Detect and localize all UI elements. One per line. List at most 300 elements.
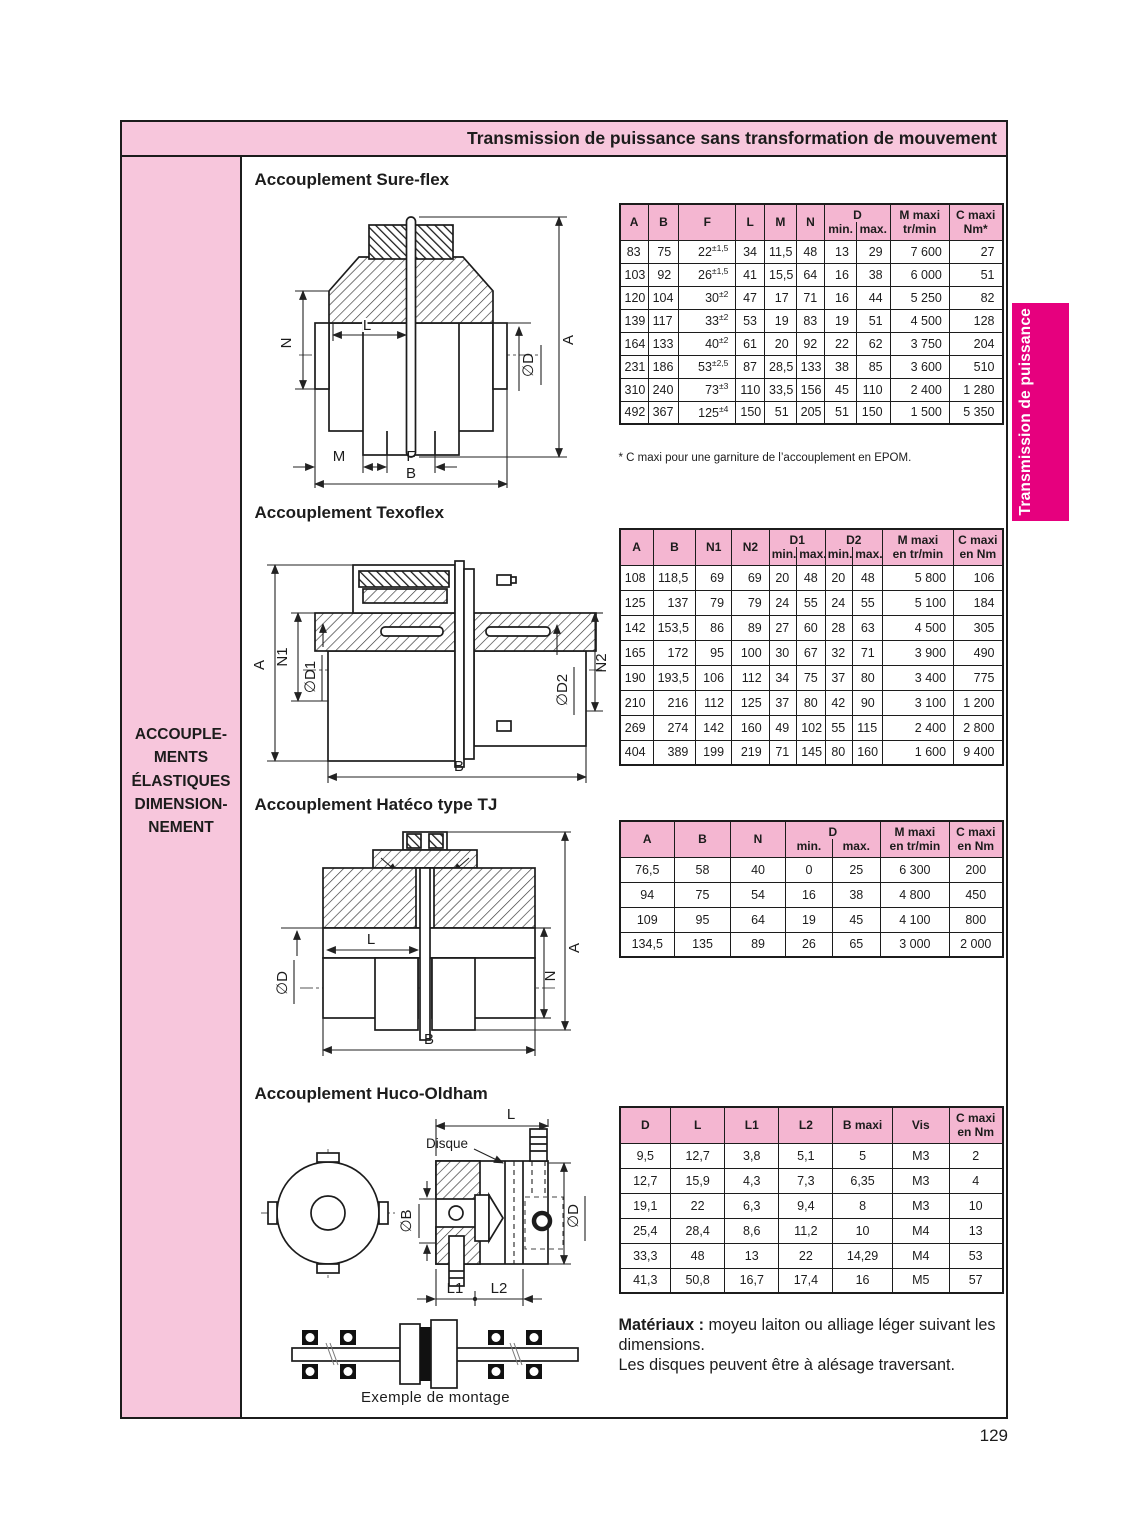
table-cell: 22 (779, 1243, 833, 1268)
materials-note (619, 1315, 1011, 1375)
table-cell: 6 300 (880, 857, 949, 882)
table-cell: 55 (825, 715, 853, 740)
table-row (620, 565, 1003, 590)
col-header: max. (797, 547, 826, 565)
dim-label-n1: N1 (273, 647, 291, 667)
table-cell: 55 (853, 590, 883, 615)
table-row (620, 882, 1003, 907)
hateco-table-head (620, 821, 1003, 857)
table-cell: 20 (765, 332, 797, 355)
table-cell: 38 (856, 263, 890, 286)
col-header: min. (825, 547, 853, 565)
table-cell: 25,4 (620, 1218, 671, 1243)
table-cell: 4 800 (880, 882, 949, 907)
col-header: N (796, 204, 825, 240)
table-cell: 118,5 (653, 565, 696, 590)
table-cell: 142 (696, 715, 732, 740)
table-cell: 3 600 (890, 355, 949, 378)
table-cell: 112 (696, 690, 732, 715)
table-cell: 13 (825, 240, 857, 263)
table-cell: 3 400 (882, 665, 953, 690)
table-cell: 184 (954, 590, 1003, 615)
table-cell: 8,6 (725, 1218, 779, 1243)
table-cell: $73^{\pm 3}$ (679, 378, 736, 401)
table-cell: 47 (736, 286, 765, 309)
table-cell: 57 (949, 1268, 1002, 1293)
col-header-group: D (786, 821, 881, 839)
table-cell: 87 (736, 355, 765, 378)
section-title-huco: Accouplement Huco-Oldham (254, 1084, 488, 1103)
table-cell: 269 (620, 715, 654, 740)
table-cell: 137 (653, 590, 696, 615)
table-row (620, 1168, 1003, 1193)
table-cell: 16 (825, 286, 857, 309)
table-cell: 61 (736, 332, 765, 355)
table-cell: M3 (892, 1193, 949, 1218)
page-header-title: Transmission de puissance sans transformation de mouvement (466, 128, 997, 148)
disque-annotation: Disque (425, 1136, 468, 1151)
table-cell: 38 (832, 882, 880, 907)
table-cell: 19 (765, 309, 797, 332)
table-cell: 190 (620, 665, 654, 690)
col-header-group: D (825, 204, 890, 222)
montage-example-drawing (290, 1315, 580, 1393)
table-cell: 200 (949, 857, 1002, 882)
col-header: C maxi en Nm (954, 529, 1003, 565)
table-cell: 64 (796, 263, 825, 286)
table-row (620, 1218, 1003, 1243)
dim-label-n2: N2 (592, 653, 610, 673)
table-cell: 3 000 (880, 932, 949, 957)
table-cell: 65 (832, 932, 880, 957)
table-cell: 51 (856, 309, 890, 332)
col-header: L2 (779, 1107, 833, 1143)
table-cell: 510 (949, 355, 1002, 378)
table-cell: 75 (675, 882, 731, 907)
table-cell: 5 800 (882, 565, 953, 590)
table-cell: 4 (949, 1168, 1002, 1193)
col-header: N2 (732, 529, 770, 565)
table-row (620, 665, 1003, 690)
side-tab-label: Transmission de puissance (1017, 308, 1034, 516)
col-header: D (620, 1107, 671, 1143)
dim-label-l1: L1 (446, 1280, 463, 1297)
table-row (620, 740, 1003, 765)
col-header: M maxi en tr/min (880, 821, 949, 857)
table-row (620, 1268, 1003, 1293)
table-cell: 106 (696, 665, 732, 690)
dim-label-b: B (405, 465, 416, 482)
sureflex-table-head (620, 204, 1003, 240)
table-cell: 6,35 (833, 1168, 892, 1193)
texoflex-table-head (620, 529, 1003, 565)
materials-body: moyeu laiton ou alliage léger suivant les dimensions. (618, 1316, 996, 1355)
table-cell: 103 (620, 263, 649, 286)
table-cell: 145 (797, 740, 826, 765)
table-cell: $33^{\pm 2}$ (679, 309, 736, 332)
table-cell: 24 (825, 590, 853, 615)
dim-label-b: B (453, 758, 464, 775)
table-cell: 11,2 (779, 1218, 833, 1243)
sureflex-footnote: * C maxi pour une garniture de l’accouplement en EPOM. (618, 452, 912, 464)
dim-label-a: A (559, 334, 577, 346)
sureflex-table (619, 203, 1004, 425)
table-cell: 48 (853, 565, 883, 590)
dim-label-m: M (332, 448, 345, 465)
table-cell: 490 (954, 640, 1003, 665)
table-cell: 27 (949, 240, 1002, 263)
table-cell: 204 (949, 332, 1002, 355)
table-row (620, 286, 1003, 309)
table-cell: 22 (825, 332, 857, 355)
col-header: Vis (892, 1107, 949, 1143)
table-cell: 1 500 (890, 401, 949, 424)
table-cell: 51 (825, 401, 857, 424)
table-cell: 4,3 (725, 1168, 779, 1193)
table-cell: 22 (671, 1193, 725, 1218)
table-cell: 3,8 (725, 1143, 779, 1168)
col-header: C maxi en Nm (949, 821, 1002, 857)
table-cell: 7 600 (890, 240, 949, 263)
table-cell: 44 (856, 286, 890, 309)
table-row (620, 932, 1003, 957)
table-cell: 110 (856, 378, 890, 401)
col-header: L1 (725, 1107, 779, 1143)
table-cell: 28,5 (765, 355, 797, 378)
col-header: min. (825, 222, 857, 240)
table-cell: 240 (648, 378, 679, 401)
table-cell: 14,29 (833, 1243, 892, 1268)
table-cell: 1 280 (949, 378, 1002, 401)
table-cell: 62 (856, 332, 890, 355)
table-cell: 20 (825, 565, 853, 590)
table-cell: 12,7 (620, 1168, 671, 1193)
table-cell: 30 (769, 640, 797, 665)
col-header: A (620, 821, 675, 857)
table-row (620, 240, 1003, 263)
table-cell: M4 (892, 1243, 949, 1268)
table-cell: $40^{\pm 2}$ (679, 332, 736, 355)
table-cell: 156 (796, 378, 825, 401)
table-cell: 274 (653, 715, 696, 740)
table-cell: 492 (620, 401, 649, 424)
table-cell: 117 (648, 309, 679, 332)
table-cell: 133 (796, 355, 825, 378)
table-cell: 160 (732, 715, 770, 740)
table-cell: 12,7 (671, 1143, 725, 1168)
table-cell: 6,3 (725, 1193, 779, 1218)
table-cell: 134,5 (620, 932, 675, 957)
table-cell: 108 (620, 565, 654, 590)
table-cell: 76,5 (620, 857, 675, 882)
table-cell: 115 (853, 715, 883, 740)
table-cell: 5 350 (949, 401, 1002, 424)
table-cell: 51 (765, 401, 797, 424)
page-number: 129 (979, 1426, 1008, 1445)
table-cell: 104 (648, 286, 679, 309)
hateco-drawing (255, 828, 595, 1074)
col-header: min. (786, 839, 833, 857)
col-header: M (765, 204, 797, 240)
table-cell: M4 (892, 1218, 949, 1243)
dim-label-n: N (541, 970, 559, 982)
materials-line2: Les disques peuvent être à alésage traversant. (618, 1356, 956, 1375)
table-cell: 139 (620, 309, 649, 332)
table-cell: 92 (796, 332, 825, 355)
table-cell: 25 (832, 857, 880, 882)
table-cell: 55 (797, 590, 826, 615)
table-row (620, 857, 1003, 882)
table-row (620, 1243, 1003, 1268)
table-cell: 79 (732, 590, 770, 615)
dim-label-l: L (366, 931, 375, 948)
sureflex-drawing (251, 195, 586, 490)
dim-label-d2: ∅D2 (553, 673, 571, 707)
table-row (620, 309, 1003, 332)
table-cell: 17 (765, 286, 797, 309)
dim-label-bore: ∅B (397, 1209, 415, 1233)
table-cell: 4 100 (880, 907, 949, 932)
table-cell: 102 (797, 715, 826, 740)
dim-label-d: ∅D (273, 971, 291, 995)
table-cell: 15,9 (671, 1168, 725, 1193)
table-cell: 800 (949, 907, 1002, 932)
table-cell: 28 (825, 615, 853, 640)
table-cell: $26^{\pm 1,5}$ (679, 263, 736, 286)
table-cell: 48 (797, 565, 826, 590)
table-cell: 13 (725, 1243, 779, 1268)
table-cell: 48 (671, 1243, 725, 1268)
table-cell: 8 (833, 1193, 892, 1218)
table-cell: 45 (832, 907, 880, 932)
table-row (620, 378, 1003, 401)
table-cell: 24 (769, 590, 797, 615)
table-cell: 193,5 (653, 665, 696, 690)
table-cell: 11,5 (765, 240, 797, 263)
content-frame (120, 157, 1008, 1419)
table-row (620, 1143, 1003, 1168)
col-header: C maxi Nm* (949, 204, 1002, 240)
table-cell: $53^{\pm 2,5}$ (679, 355, 736, 378)
table-row (620, 355, 1003, 378)
table-cell: 71 (769, 740, 797, 765)
table-cell: 5 250 (890, 286, 949, 309)
table-cell: M5 (892, 1268, 949, 1293)
table-cell: 75 (797, 665, 826, 690)
col-header: L (671, 1107, 725, 1143)
table-row (620, 690, 1003, 715)
table-cell: 37 (769, 690, 797, 715)
huco-table (619, 1106, 1004, 1294)
table-cell: 83 (796, 309, 825, 332)
montage-caption: Exemple de montage (361, 1389, 510, 1406)
table-cell: 67 (797, 640, 826, 665)
table-cell: 305 (954, 615, 1003, 640)
table-cell: 17,4 (779, 1268, 833, 1293)
table-cell: 7,3 (779, 1168, 833, 1193)
table-cell: 2 000 (949, 932, 1002, 957)
table-cell: 53 (736, 309, 765, 332)
table-cell: 41,3 (620, 1268, 671, 1293)
table-cell: 26 (786, 932, 833, 957)
table-cell: 75 (648, 240, 679, 263)
table-cell: 219 (732, 740, 770, 765)
table-cell: 95 (696, 640, 732, 665)
table-cell: $30^{\pm 2}$ (679, 286, 736, 309)
col-header: B maxi (833, 1107, 892, 1143)
col-header: A (620, 529, 654, 565)
dim-label-a: A (250, 659, 268, 671)
table-cell: 5 100 (882, 590, 953, 615)
table-cell: 71 (796, 286, 825, 309)
table-cell: 49 (769, 715, 797, 740)
table-cell: 210 (620, 690, 654, 715)
table-cell: 199 (696, 740, 732, 765)
table-cell: 58 (675, 857, 731, 882)
table-cell: 110 (736, 378, 765, 401)
table-cell: 19,1 (620, 1193, 671, 1218)
table-cell: 51 (949, 263, 1002, 286)
dim-label-d: ∅D (519, 353, 537, 377)
col-header: A (620, 204, 649, 240)
table-cell: 10 (949, 1193, 1002, 1218)
table-cell: 4 500 (882, 615, 953, 640)
dim-label-a: A (565, 942, 583, 954)
dim-label-l: L (506, 1106, 515, 1123)
table-cell: 125 (620, 590, 654, 615)
table-cell: 38 (825, 355, 857, 378)
table-cell: 48 (796, 240, 825, 263)
table-cell: 90 (853, 690, 883, 715)
table-cell: 9 400 (954, 740, 1003, 765)
huco-table-head (620, 1107, 1003, 1143)
side-tab (1012, 303, 1069, 521)
dim-label-l: L (362, 317, 371, 334)
table-cell: 27 (769, 615, 797, 640)
table-cell: 40 (731, 857, 786, 882)
table-cell: 16 (786, 882, 833, 907)
hateco-table-body (620, 857, 1003, 957)
table-cell: 1 600 (882, 740, 953, 765)
table-cell: 33,3 (620, 1243, 671, 1268)
table-cell: 95 (675, 907, 731, 932)
table-cell: 367 (648, 401, 679, 424)
huco-drawing (253, 1101, 611, 1316)
table-cell: 89 (732, 615, 770, 640)
table-cell: 42 (825, 690, 853, 715)
table-cell: 133 (648, 332, 679, 355)
table-cell: 2 (949, 1143, 1002, 1168)
dim-label-d: ∅D (564, 1204, 582, 1228)
table-cell: 231 (620, 355, 649, 378)
table-cell: 165 (620, 640, 654, 665)
table-cell: 16 (833, 1268, 892, 1293)
texoflex-drawing (250, 525, 611, 789)
dim-label-d1: ∅D1 (301, 660, 319, 694)
table-cell: 34 (769, 665, 797, 690)
col-header-group: D1 (769, 529, 825, 547)
table-cell: 4 500 (890, 309, 949, 332)
table-cell: 69 (696, 565, 732, 590)
col-header: max. (853, 547, 883, 565)
table-cell: 80 (797, 690, 826, 715)
table-cell: 80 (853, 665, 883, 690)
table-cell: 2 800 (954, 715, 1003, 740)
dim-label-b: B (423, 1031, 434, 1048)
table-cell: 79 (696, 590, 732, 615)
table-cell: 37 (825, 665, 853, 690)
table-cell: 54 (731, 882, 786, 907)
table-cell: 404 (620, 740, 654, 765)
table-cell: 389 (653, 740, 696, 765)
table-cell: 310 (620, 378, 649, 401)
table-cell: 15,5 (765, 263, 797, 286)
table-cell: 3 100 (882, 690, 953, 715)
table-cell: 53 (949, 1243, 1002, 1268)
table-cell: 33,5 (765, 378, 797, 401)
table-cell: 5,1 (779, 1143, 833, 1168)
table-cell: 89 (731, 932, 786, 957)
table-cell: 80 (825, 740, 853, 765)
table-cell: 3 750 (890, 332, 949, 355)
section-title-hateco: Accouplement Hatéco type TJ (254, 795, 498, 814)
table-cell: 64 (731, 907, 786, 932)
dim-label-f: F (405, 448, 416, 465)
table-cell: 82 (949, 286, 1002, 309)
table-cell: 135 (675, 932, 731, 957)
table-cell: 86 (696, 615, 732, 640)
table-cell: 9,4 (779, 1193, 833, 1218)
table-row (620, 590, 1003, 615)
table-cell: 13 (949, 1218, 1002, 1243)
table-cell: M3 (892, 1143, 949, 1168)
col-header: L (736, 204, 765, 240)
dim-label-l2: L2 (490, 1280, 507, 1297)
table-row (620, 332, 1003, 355)
table-row (620, 640, 1003, 665)
materials-lead: Matériaux : (618, 1316, 704, 1334)
col-header: B (653, 529, 696, 565)
table-cell: 2 400 (882, 715, 953, 740)
table-row (620, 715, 1003, 740)
sureflex-table-body (620, 240, 1003, 424)
table-cell: 29 (856, 240, 890, 263)
table-cell: $125^{\pm 4}$ (679, 401, 736, 424)
table-cell: 83 (620, 240, 649, 263)
col-header: min. (769, 547, 797, 565)
table-cell: 10 (833, 1218, 892, 1243)
table-cell: 216 (653, 690, 696, 715)
table-cell: 160 (853, 740, 883, 765)
col-header: C maxi en Nm (949, 1107, 1002, 1143)
table-cell: 5 (833, 1143, 892, 1168)
table-cell: 85 (856, 355, 890, 378)
table-cell: 153,5 (653, 615, 696, 640)
table-cell: 100 (732, 640, 770, 665)
table-row (620, 907, 1003, 932)
section-title-texoflex: Accouplement Texoflex (254, 503, 445, 522)
huco-table-body (620, 1143, 1003, 1293)
table-cell: 3 900 (882, 640, 953, 665)
table-cell: 112 (732, 665, 770, 690)
col-header: max. (832, 839, 880, 857)
col-header: N (731, 821, 786, 857)
table-cell: 128 (949, 309, 1002, 332)
table-row (620, 1193, 1003, 1218)
col-header: M maxi tr/min (890, 204, 949, 240)
main-content (245, 157, 1007, 1417)
table-cell: 2 400 (890, 378, 949, 401)
